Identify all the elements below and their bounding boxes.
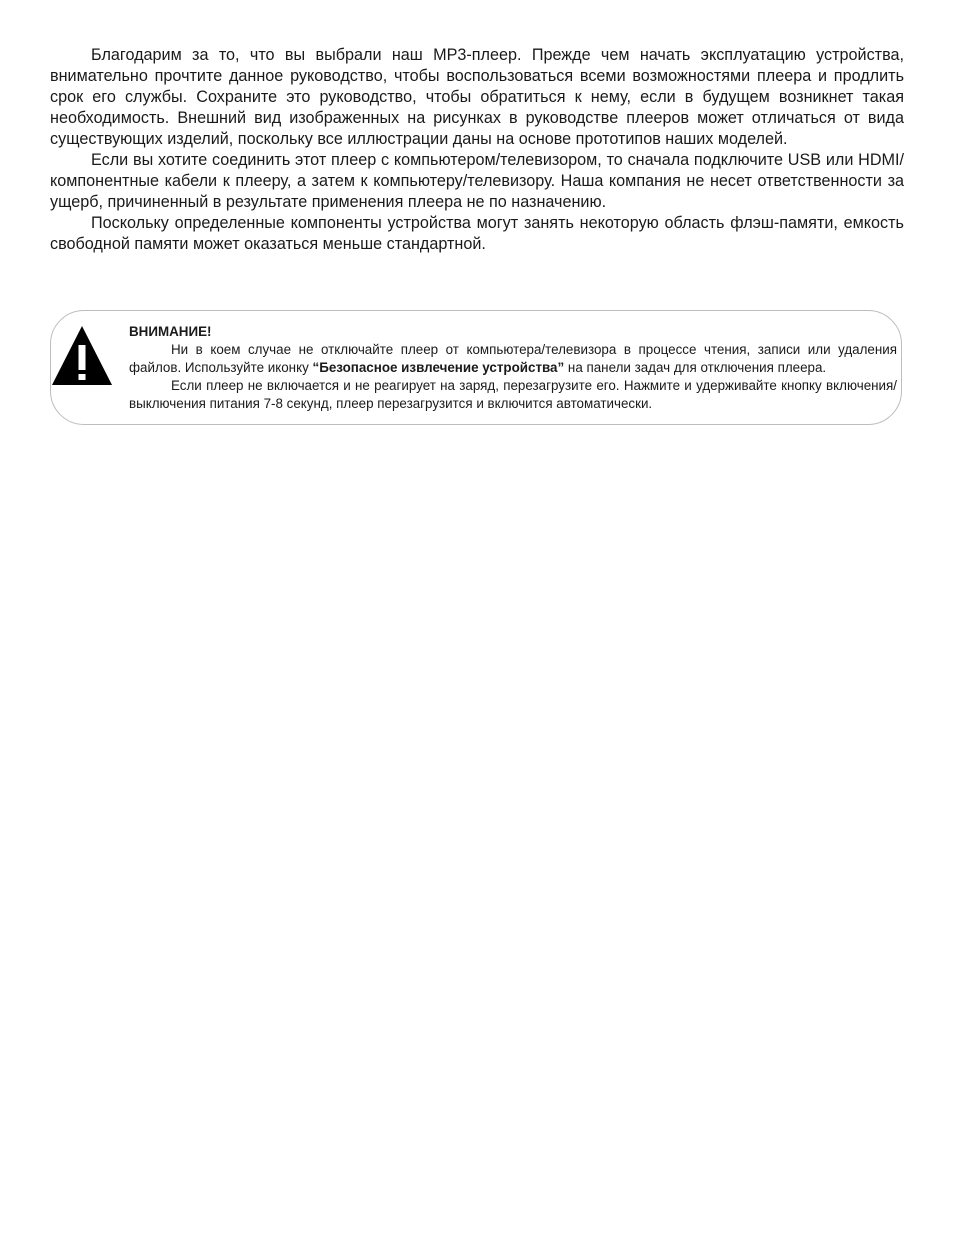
warning-disconnect-text: Ни в коем случае не отключайте плеер от компьютера/телевизора в процессе чтения, записи или удаления файлов. Используйте иконку: [129, 342, 897, 375]
warning-disconnect-text-end: на панели задач для отключения плеера.: [564, 360, 827, 375]
warning-paragraph-reboot: Если плеер не включается и не реагирует на заряд, перезагрузите его. Нажмите и удерживайте кнопку включения/выключения питания 7-8 секунд, плеер перезагрузится и включится автоматически.: [129, 378, 897, 411]
warning-title: ВНИМАНИЕ!: [129, 324, 212, 339]
intro-text: [50, 45, 904, 255]
safe-removal-label: “Безопасное извлечение устройства”: [312, 360, 565, 375]
warning-triangle-icon: [51, 324, 113, 386]
intro-paragraph-connection: Если вы хотите соединить этот плеер с компьютером/телевизором, то сначала подключите USB или HDMI/компонентные кабели к плееру, а затем к компьютеру/телевизору. Наша компания не несет ответственности за ущерб, причиненный в результате применения плеера не по назначению.: [50, 151, 904, 211]
intro-paragraph-memory: Поскольку определенные компоненты устройства могут занять некоторую область флэш-памяти, емкость свободной памяти может оказаться меньше стандартной.: [50, 214, 904, 253]
warning-box: [50, 310, 902, 425]
intro-paragraph-thanks: Благодарим за то, что вы выбрали наш MP3-плеер. Прежде чем начать эксплуатацию устройства, внимательно прочтите данное руководство, чтобы воспользоваться всеми возможностями плеера и продлить срок его службы. Сохраните это руководство, чтобы обратиться к нему, если в будущем возникнет такая необходимость. Внешний вид изображенных на рисунках в руководстве плееров может отличаться от вида существующих изделий, поскольку все иллюстрации даны на основе прототипов наших моделей.: [50, 46, 904, 148]
warning-content: [129, 323, 897, 413]
warning-paragraph-disconnect: [129, 341, 897, 377]
